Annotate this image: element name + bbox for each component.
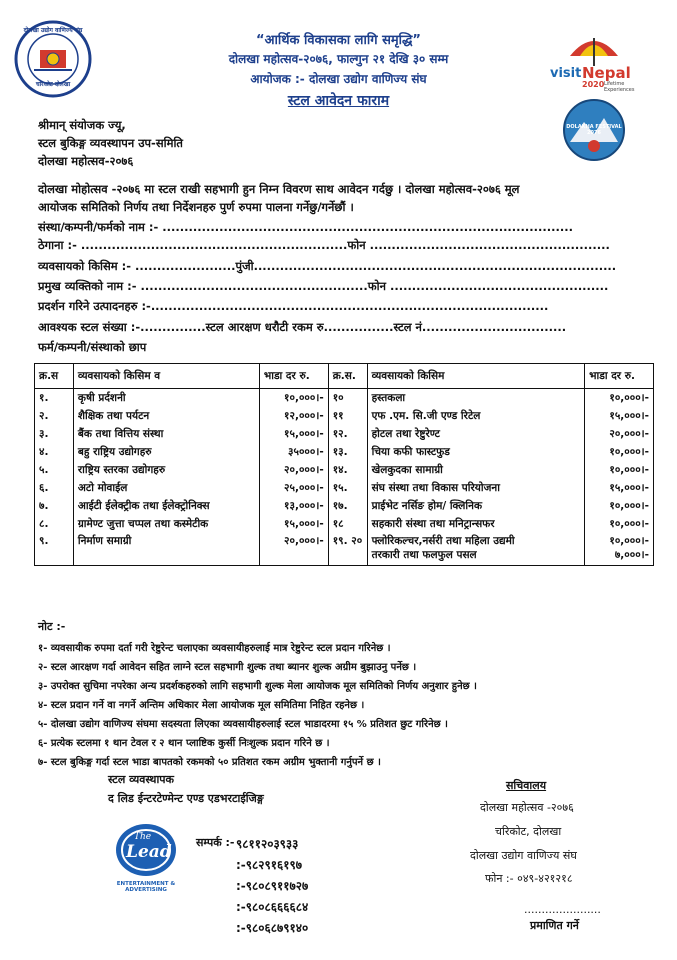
row-business: शैक्षिक तथा पर्यटन [73,407,259,425]
row-rate-2: १०,०००।- [585,443,654,461]
intro-line-2: आयोजक समितिको निर्णय तथा निर्देशनहरु पुर्ण रुपमा पालना गर्नेछु/गर्नेछौं । [38,200,354,214]
row-business: राष्ट्रिय स्तरका उद्योगहरु [73,461,259,479]
row-sn-2: १४. [328,461,367,479]
table-row [35,425,654,443]
row-business-2: खेलकुदका सामाग्री [367,461,585,479]
note-item: ७- स्टल बुकिङ्ग गर्दा स्टल भाडा बापतको रकमको ५० प्रतिशत रकम अग्रीम भुक्तानी गर्नुपर्ने छ । [38,757,381,768]
tagline-text: Lifetime Experiences [604,81,635,93]
logo-lead: Lead [126,842,172,862]
row-rate: १५,०००।- [259,515,328,533]
col-sn-2: क्र.स. [328,364,367,389]
festival-text: DOLAKHA FESTIVAL 2076 [566,124,622,136]
row-business: कृषी प्रर्दशनी [73,389,259,408]
row-sn: २. [35,407,74,425]
secretariat-phone: फोन :- ०४९-४२१२१८ [485,872,573,885]
row-business: निर्माण समाग्री [73,533,259,566]
row-sn: ९. [35,533,74,566]
row-sn-2: ११ [328,407,367,425]
logo-tagline: ENTERTAINMENT & ADVERTISING [116,881,176,893]
col-rate: भाडा दर रु. [259,364,328,389]
row-rate: २०,०००।- [259,533,328,566]
row-rate-2: १०,०००।- [585,389,654,408]
notes-title: नोट :- [38,620,66,633]
table-header-row [35,364,654,389]
slogan: “आर्थिक विकासका लागि समृद्धि” [256,33,421,48]
row-sn-2: १८ [328,515,367,533]
visit-text: visit [550,66,582,81]
row-sn-2: १० [328,389,367,408]
row-sn: ७. [35,497,74,515]
festival-logo [562,98,626,162]
row-rate-2: १०,०००।- [585,515,654,533]
row-rate-2: १०,०००।- [585,461,654,479]
event-dates: दोलखा महोत्सव-२०७६, फाल्गुन २१ देखि ३० सम्म [228,52,449,66]
table-row [35,533,654,566]
phone-number[interactable]: :-९८०८९११७२७ [236,879,309,893]
row-rate-2: १०,०००।- [585,497,654,515]
manager-company: द लिड ईन्टरटेण्मेन्ट एण्ड एडभरटाईजिङ्ग [108,792,264,805]
phone-number[interactable]: :-९८२९१६१९७ [236,858,302,872]
visit-nepal-logo [548,26,640,94]
row-sn-2: १२. [328,425,367,443]
person-field[interactable]: प्रमुख व्यक्तिको नाम :- ....................................................फोन .................................................. [38,279,609,293]
row-rate: ३५०००।- [259,443,328,461]
row-business-2: फ्लोरिकल्चर,नर्सरी तथा महिला उद्यमी तरकारी तथा फलफुल पसल [367,533,585,566]
stall-count-field[interactable]: आवश्यक स्टल संख्या :-...............स्टल आरक्षण धरौटी रकम रु................स्टल नं................................. [38,320,567,334]
row-business: आईटी ईलेक्ट्रीक तथा ईलेक्ट्रोनिक्स [73,497,259,515]
note-item: ४- स्टल प्रदान गर्ने वा नगर्ने अन्तिम अधिकार मेला आयोजक मूल समितिमा निहित रहनेछ । [38,700,365,711]
col-rate-2: भाडा दर रु. [585,364,654,389]
row-business-2: प्राईभेट नर्सिङ होम/ क्लिनिक [367,497,585,515]
logo-bottom-text: चरिकोट दोलखा [35,81,71,88]
phone-number[interactable]: ९८११२०३९३३ [236,837,299,851]
row-rate: २५,०००।- [259,479,328,497]
address-field[interactable]: ठेगाना :- .............................................................फोन ....................................................... [38,238,610,252]
form-title: स्टल आवेदन फाराम [287,93,390,109]
row-rate-2: १०,०००।- ७,०००।- [585,533,654,566]
row-rate: १२,०००।- [259,407,328,425]
secretariat-line-1: दोलखा महोत्सव -२०७६ [480,801,574,814]
row-sn: ४. [35,443,74,461]
table-row [35,407,654,425]
address-line-2: स्टल बुकिङ्ग व्यवस्थापन उप-समिति [38,136,183,150]
address-line-1: श्रीमान् संयोजक ज्यू, [38,118,126,132]
row-business-2: होटल तथा रेष्टुरेण्ट [367,425,585,443]
row-sn-2: १३. [328,443,367,461]
col-business: व्यवसायको किसिम व [73,364,259,389]
secretariat-line-2: चरिकोट, दोलखा [495,825,562,838]
row-rate-2: १५,०००।- [585,407,654,425]
table-row [35,389,654,408]
logo-ring-text: दोलखा उद्योग वाणिज्य संघ [23,27,83,34]
stall-rate-table [34,363,654,566]
row-rate: २०,०००।- [259,461,328,479]
secretariat-line-3: दोलखा उद्योग वाणिज्य संघ [470,849,577,862]
col-business-2: व्यवसायको किसिम [367,364,585,389]
row-business-2: चिया कफी फास्टफुड [367,443,585,461]
table-row [35,497,654,515]
row-sn: ८. [35,515,74,533]
row-rate: १०,०००।- [259,389,328,408]
row-business: अटो मोवाईल [73,479,259,497]
products-field[interactable]: प्रदर्शन गरिने उत्पादनहरु :-........................................................................................... [38,299,549,313]
table-row [35,443,654,461]
intro-line-1: दोलखा मोहोत्सव -२०७६ मा स्टल राखी सहभागी हुन निम्न विवरण साथ आवेदन गर्दछु । दोलखा महोत्सव-२०७६ मूल [38,182,520,196]
row-sn: ५. [35,461,74,479]
nepal-text: Nepal [582,64,631,82]
row-sn: १. [35,389,74,408]
row-business: बैंक तथा वित्तिय संस्था [73,425,259,443]
organizer: आयोजक :- दोलखा उद्योग वाणिज्य संघ [250,72,427,86]
row-rate-2: १५,०००।- [585,479,654,497]
logo-the: The [134,832,152,842]
row-business: ग्रामेण्ट जुत्ता चप्पल तथा कस्मेटीक [73,515,259,533]
business-type-field[interactable]: व्यवसायको किसिम :- .......................पुंजी................................................................................... [38,259,617,273]
year-text: 2020 [582,80,605,89]
note-item: ५- दोलखा उद्योग वाणिज्य संघमा सदस्यता लिएका व्यवसायीहरुलाई स्टल भाडादरमा १५ % प्रतिशत छुट गरिनेछ । [38,719,448,730]
manager-title: स्टल व्यवस्थापक [108,773,175,786]
row-rate: १३,०००।- [259,497,328,515]
note-item: २- स्टल आरक्षण गर्दा आवेदन सहित लाग्ने स्टल सहभागी शुल्क तथा ब्यानर शुल्क अग्रीम बुझाउनु पर्नेछ । [38,662,417,673]
umbrella-icon [548,26,640,66]
stamp-label: फर्म/कम्पनी/संस्थाको छाप [38,340,147,354]
row-sn: ३. [35,425,74,443]
row-business: बहु राष्ट्रिय उद्योगहरु [73,443,259,461]
col-sn: क्र.स [35,364,74,389]
table-row [35,479,654,497]
row-sn: ६. [35,479,74,497]
row-business-2: एफ .एम. सि.जी एण्ड रिटेल [367,407,585,425]
phone-number[interactable]: :-९८०६८७९१४० [236,921,309,935]
row-rate: १५,०००।- [259,425,328,443]
phone-number[interactable]: :-९८०८६६६६८४ [236,900,309,914]
company-field[interactable]: संस्था/कम्पनी/फर्मको नाम :- .............................................................................................. [38,220,573,234]
row-sn-2: १७. [328,497,367,515]
table-row [35,461,654,479]
note-item: ३- उपरोक्त सुचिमा नपरेका अन्य प्रदर्शकहरुको लागि सहभागी शुल्क मेला आयोजक मूल समितिको निर्णय अनुशार हुनेछ । [38,681,477,692]
verified-by-label: प्रमाणित गर्ने [530,919,579,932]
secretariat-title: सचिवालय [506,779,547,792]
row-business-2: सहकारी संस्था तथा मनिट्रान्सफर [367,515,585,533]
row-rate-2: २०,०००।- [585,425,654,443]
row-sn-2: १९. २० [328,533,367,566]
verification-dots: ...................... [524,903,601,916]
table-row [35,515,654,533]
row-business-2: हस्तकला [367,389,585,408]
the-lead-logo [98,820,194,894]
note-item: १- व्यवसायीक रुपमा दर्ता गरी रेष्टुरेन्ट चलाएका व्यवसायीहरुलाई मात्र रेष्टुरेन्ट स्टल प्रदान गरिनेछ । [38,643,391,654]
row-business-2: संघ संस्था तथा विकास परियोजना [367,479,585,497]
row-sn-2: १५. [328,479,367,497]
note-item: ६- प्रत्येक स्टलमा १ थान टेवल र २ थान प्लाष्टिक कुर्सी निःशुल्क प्रदान गरिने छ । [38,738,330,749]
address-line-3: दोलखा महोत्सव-२०७६ [38,154,134,168]
contact-label: सम्पर्क :- [196,836,235,849]
